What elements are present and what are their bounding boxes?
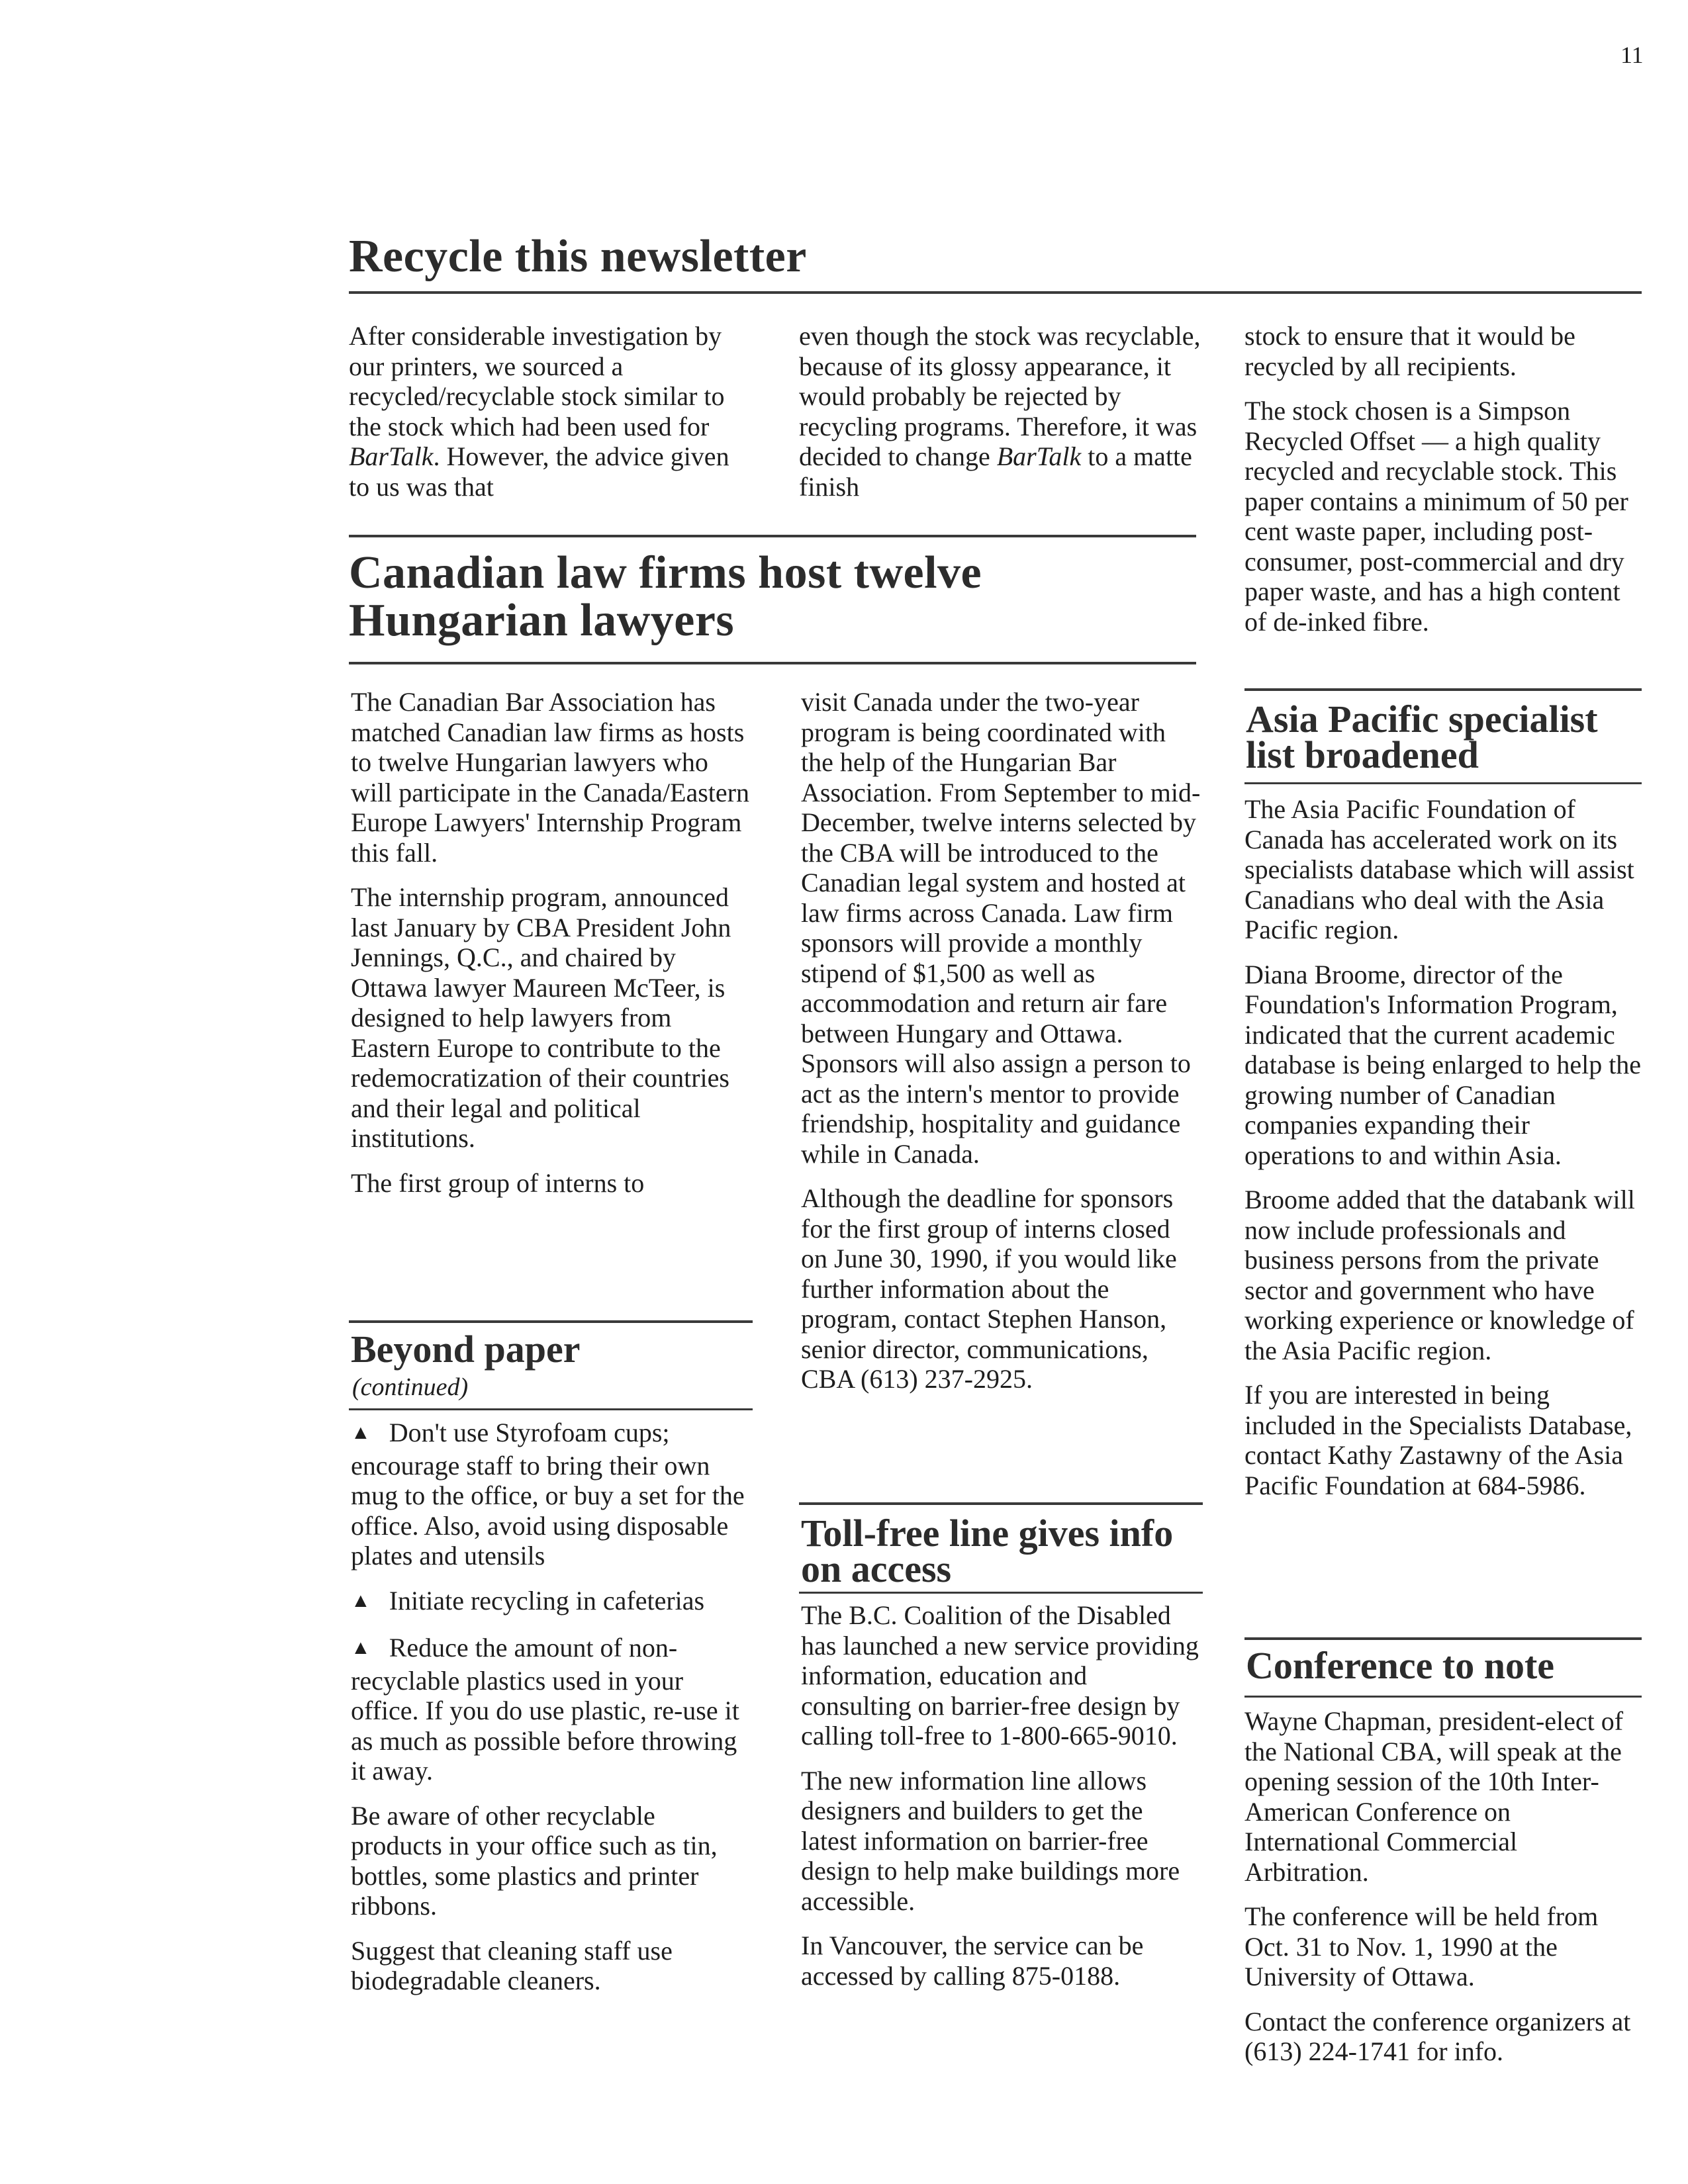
conference-para: The conference will be held from Oct. 31 to Nov. 1, 1990 at the University of Ottawa. [1244,1901,1599,1991]
recycle-para: After considerable investigation by our printers, we sourced a recycled/recyclable stock similar to the stock which had been used for BarTalk. However, the advice given to us was that [349,321,729,502]
triangle-bullet-icon: ▲ [351,1589,371,1612]
beyond-para: Be aware of other recyclable products in your office such as tin, bottles, some plastics and printer ribbons. [351,1800,718,1921]
conference-para: Wayne Chapman, president-elect of the National CBA, will speak at the opening session of the 10th Inter-American Conference on International Commercial Arbitration. [1244,1706,1624,1887]
recycle-col1 [349,321,746,516]
recycle-para: stock to ensure that it would be recycled by all recipients. [1244,321,1575,381]
lawfirms-para: The first group of interns to [351,1167,645,1198]
asia-title: Asia Pacific specialist list broadened [1246,698,1598,776]
recycle-rule [349,291,1642,294]
asia-para: If you are interested in being included in the Specialists Database, contact Kathy Zastawny of the Asia Pacific Foundation at 684-5986. [1244,1380,1632,1500]
beyond-title: Beyond paper [351,1328,581,1371]
asia-para: The Asia Pacific Foundation of Canada has accelerated work on its specialists database which will assist Canadians who deal with the Asia Pacific region. [1244,794,1634,944]
asia-rule-bottom [1244,782,1642,784]
lawfirms-rule-top [349,535,1196,537]
tollfree-para: The B.C. Coalition of the Disabled has launched a new service providing information, education and consulting on barrier-free design by calling toll-free to 1-800-665-9010. [801,1600,1199,1751]
recycle-col3 [1244,321,1642,651]
conference-title: Conference to note [1246,1644,1555,1687]
tollfree-para: In Vancouver, the service can be accessed by calling 875-0188. [801,1931,1144,1991]
triangle-bullet-icon: ▲ [351,1637,371,1659]
recycle-title: Recycle this newsletter [349,231,807,282]
triangle-bullet-icon: ▲ [351,1422,371,1443]
tollfree-para: The new information line allows designers and builders to get the latest information on barrier-free design to help make buildings more accessible. [801,1765,1180,1916]
asia-rule-top [1244,688,1642,691]
lawfirms-rule-bottom [349,662,1196,664]
tollfree-body [801,1600,1203,2005]
recycle-para: The stock chosen is a Simpson Recycled Offset — a high quality recycled and recyclable stock. This paper contains a minimum of 50 per cent waste paper, including post-consumer, post-commercial and dry paper waste, and has a high content of de-inked fibre. [1244,396,1628,637]
beyond-bullet: ▲ Don't use Styrofoam cups; encourage staff to bring their own mug to the office, or buy a set for the office. Also, avoid using disposable plates and utensils [351,1418,745,1570]
conference-rule-bottom [1244,1696,1642,1698]
lawfirms-col2 [801,687,1203,1409]
lawfirms-para: visit Canada under the two-year program is being coordinated with the help of the Hungarian Bar Association. From September to mid-December, twelve interns selected by the CBA will be introduced to the Canadian legal system and hosted at law firms across Canada. Law firm sponsors will provide a monthly stipend of $1,500 as well as accommodation and return air fare between Hungary and Ottawa. Sponsors will also assign a person to act as the intern's mentor to provide friendship, hospitality and guidance while in Canada. [801,687,1201,1169]
page-number: 11 [1620,42,1644,68]
beyond-rule-top [349,1320,753,1323]
conference-para: Contact the conference organizers at (613) 224-1741 for info. [1244,2006,1631,2066]
lawfirms-col1 [351,687,755,1212]
conference-rule-top [1244,1637,1642,1640]
beyond-subtitle: (continued) [352,1373,469,1401]
tollfree-title: Toll-free line gives info on access [801,1512,1174,1590]
tollfree-rule-top [799,1502,1203,1505]
conference-body [1244,1706,1642,2081]
beyond-rule-bottom [349,1408,753,1410]
lawfirms-title: Canadian law firms host twelve Hungarian lawyers [349,547,982,646]
lawfirms-para: The internship program, announced last January by CBA President John Jennings, Q.C., and chaired by Ottawa lawyer Maureen McTeer, is designed to help lawyers from Eastern Europe to contribute to the redemocratization of their countries and their legal and political institutions. [351,882,731,1153]
lawfirms-para: Although the deadline for sponsors for the first group of interns closed on June 30, 1990, if you would like further information about the program, contact Stephen Hanson, senior director, communications, CBA (613) 237-2925. [801,1183,1177,1394]
asia-para: Diana Broome, director of the Foundation's Information Program, indicated that the current academic database is being enlarged to help the growing number of Canadian companies expanding their operations to and within Asia. [1244,959,1642,1170]
recycle-col2 [799,321,1203,516]
beyond-bullet: ▲ Initiate recycling in cafeterias [351,1585,705,1615]
asia-para: Broome added that the databank will now include professionals and business persons from the private sector and government who have working experience or knowledge of the Asia Pacific region. [1244,1185,1635,1365]
recycle-para: even though the stock was recyclable, because of its glossy appearance, it would probably be rejected by recycling programs. Therefore, it was decided to change BarTalk to a matte finish [799,321,1201,502]
lawfirms-para: The Canadian Bar Association has matched Canadian law firms as hosts to twelve Hungarian lawyers who will participate in the Canada/Eastern Europe Lawyers' Internship Program this fall. [351,687,749,868]
tollfree-rule-bottom [799,1592,1203,1594]
beyond-body [351,1418,753,2011]
beyond-bullet: ▲ Reduce the amount of non-recyclable plastics used in your office. If you do use plastic, re-use it as much as possible before throwing it away. [351,1633,739,1786]
asia-body [1244,794,1642,1515]
beyond-para: Suggest that cleaning staff use biodegradable cleaners. [351,1935,673,1995]
